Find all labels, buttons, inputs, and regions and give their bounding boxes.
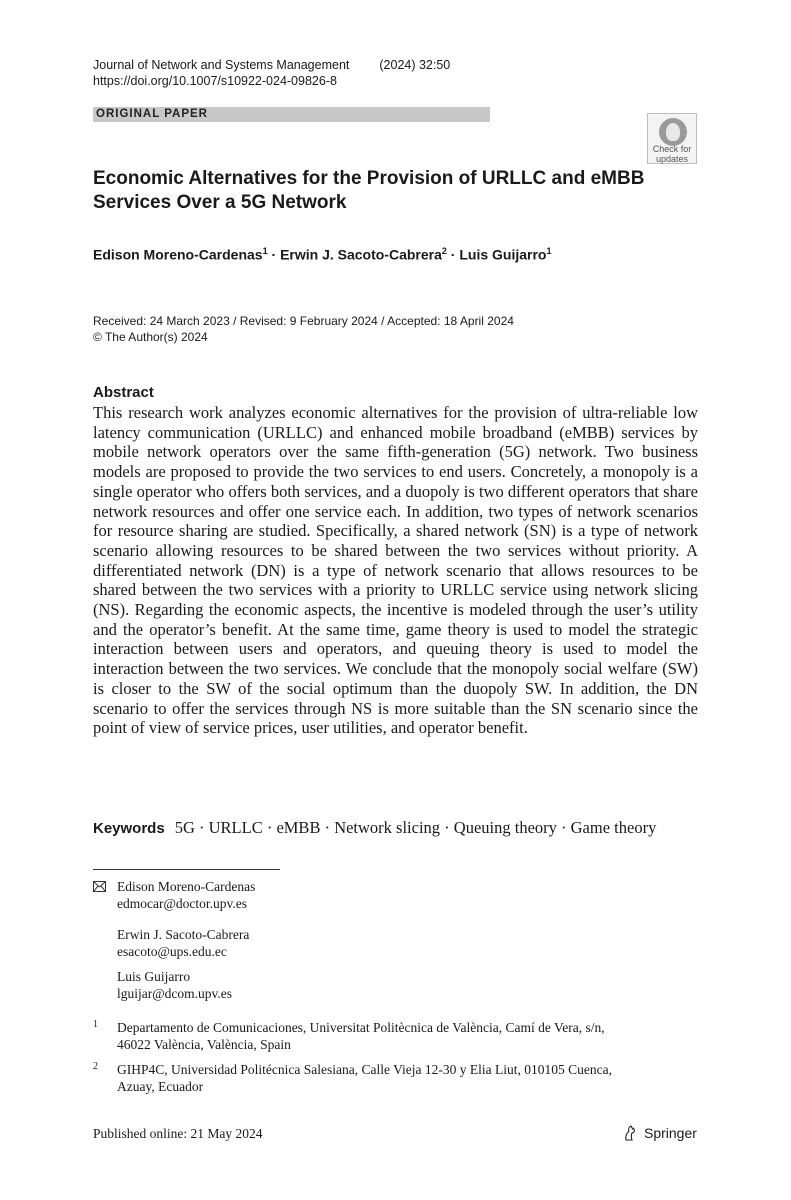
affiliation-line: Departamento de Comunicaciones, Universitat Politècnica de València, Camí de Vera, s/n, [117, 1020, 605, 1035]
affiliation-entry [117, 1061, 697, 1095]
author-affiliation-ref: 1 [262, 246, 268, 256]
author-list: Edison Moreno-Cardenas$^1$ · Erwin J. Sacoto-Cabrera$^2$ · Luis Guijarro$^1$ [93, 246, 552, 263]
affiliation-entry [117, 1019, 697, 1053]
springer-horse-icon [622, 1124, 638, 1142]
contact-entry [117, 926, 249, 960]
publication-dates [93, 313, 514, 345]
affiliation-line: 46022 València, València, Spain [117, 1037, 291, 1052]
paper-type-label: ORIGINAL PAPER [96, 108, 208, 120]
contact-email[interactable]: edmocar@doctor.upv.es [117, 896, 248, 911]
check-for-updates-icon [659, 118, 687, 146]
keywords-list: 5G · URLLC · eMBB · Network slicing · Queuing theory · Game theory [174, 818, 657, 837]
published-online: Published online: 21 May 2024 [93, 1126, 263, 1141]
abstract-body: This research work analyzes economic alternatives for the provision of ultra-reliable low latency communication (URLLC) and enhanced mobile broadband (eMBB) services by mobile network operators over the same fifth-generation (5G) network. Two business models are proposed to provide the two services to end users. Concretely, a monopoly is a single operator who offers both services, and a duopoly is two different operators that share network resources and offer one service each. In addition, two types of network scenarios for resource sharing are studied. Specifically, a shared network (SN) is a type of network scenario allowing resources to be shared between the two services without priority. A differentiated network (DN) is a type of network scenario that allows resources to be shared between the two services with a priority to URLLC service using network slicing (NS). Regarding the economic aspects, the incentive is modeled through the user’s utility and the operator’s benefit. At the same time, game theory is used to model the strategic interaction between users and operators, and queuing theory is used to model the interaction between the two services. We conclude that the monopoly social welfare (SW) is closer to the SW of the social optimum than the duopoly SW. In addition, the DN scenario to offer the services through NS is more suitable than the SN scenario since the point of view of service prices, user utilities, and operator benefit. [93, 403, 698, 738]
doi-link[interactable]: https://doi.org/10.1007/s10922-024-09826-8 [93, 74, 337, 88]
affiliation-number: 2 [93, 1061, 98, 1072]
check-updates-line1: Check for [652, 144, 692, 154]
contact-name: Erwin J. Sacoto-Cabrera [117, 927, 250, 942]
keywords [93, 818, 703, 838]
contact-email[interactable]: lguijar@dcom.upv.es [117, 986, 233, 1001]
publisher-name: Springer [644, 1125, 697, 1141]
footnote-divider [93, 869, 280, 870]
check-for-updates-badge[interactable] [647, 113, 697, 164]
contact-name: Edison Moreno-Cardenas [117, 879, 256, 894]
contact-email[interactable]: esacoto@ups.edu.ec [117, 944, 227, 959]
check-updates-line2: updates [655, 153, 689, 164]
affiliation-line: Azuay, Ecuador [117, 1079, 204, 1094]
contact-entry [117, 968, 232, 1002]
envelope-icon [93, 881, 106, 892]
journal-volume: (2024) 32:50 [379, 58, 451, 72]
author-affiliation-ref: 2 [441, 246, 447, 256]
contact-entry [117, 878, 255, 912]
journal-name: Journal of Network and Systems Management [93, 58, 350, 72]
abstract-heading: Abstract [93, 384, 154, 401]
journal-header [93, 58, 450, 72]
keywords-label: Keywords [93, 820, 165, 837]
affiliation-number: 1 [93, 1019, 98, 1030]
affiliation-line: GIHP4C, Universidad Politécnica Salesiana, Calle Vieja 12-30 y Elia Liut, 010105 Cuenca, [117, 1062, 612, 1077]
author-name: Erwin J. Sacoto-Cabrera [280, 246, 442, 263]
contact-name: Luis Guijarro [117, 969, 191, 984]
history-dates: Received: 24 March 2023 / Revised: 9 February 2024 / Accepted: 18 April 2024 [93, 314, 514, 328]
author-name: Luis Guijarro [459, 246, 547, 263]
copyright-line: © The Author(s) 2024 [93, 330, 208, 344]
paper-title: Economic Alternatives for the Provision of URLLC and eMBB Services Over a 5G Network [93, 168, 645, 213]
author-name: Edison Moreno-Cardenas [93, 246, 263, 263]
author-affiliation-ref: 1 [546, 246, 552, 256]
publisher-logo[interactable] [622, 1124, 697, 1142]
